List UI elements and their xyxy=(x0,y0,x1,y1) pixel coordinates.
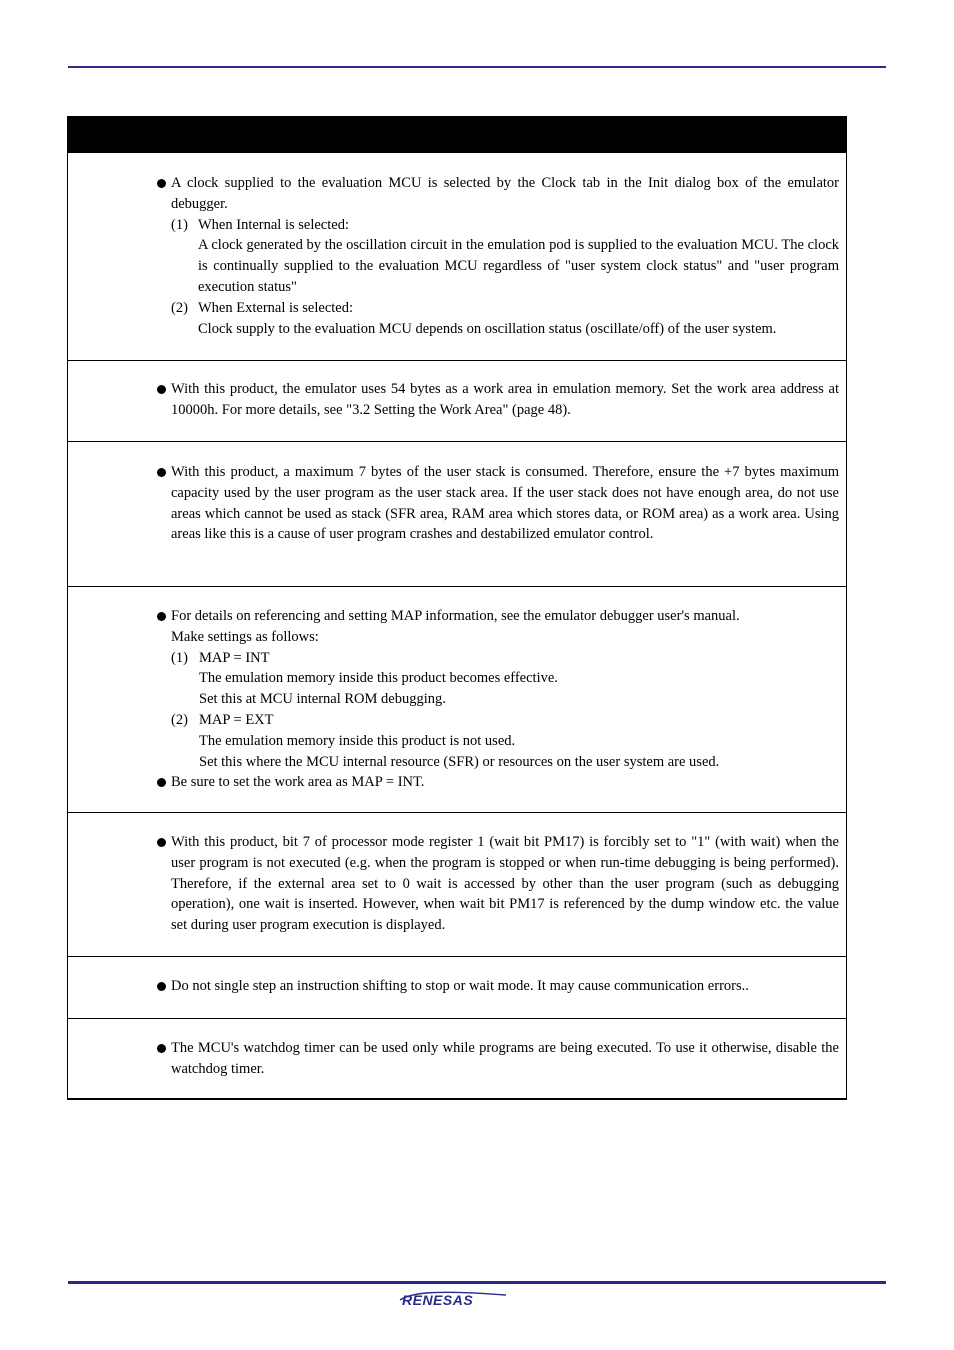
note-row-wait xyxy=(68,812,846,956)
bullet-icon xyxy=(157,1044,166,1053)
list-item-body: Set this at MCU internal ROM debugging. xyxy=(199,691,446,708)
list-item: With this product, a maximum 7 bytes of the user stack is consumed. Therefore, ensure the +7 bytes maximum capacity used by the user program as the user stack area. If the user stack does not have enough area, do not use areas which cannot be used as stack (SFR area, RAM area which stores data, or ROM area) as a work area. Using areas like this is a cause of user program crashes and destabilized emulator control. xyxy=(171,462,839,545)
list-item: Do not single step an instruction shifting to stop or wait mode. It may cause communication errors.. xyxy=(171,976,839,997)
bullet-icon xyxy=(157,838,166,847)
note-row-stack xyxy=(68,441,846,586)
note-row-work-area xyxy=(68,360,846,441)
table-header-bar xyxy=(68,117,846,152)
note-row-stop-mode xyxy=(68,956,846,1018)
notes-table xyxy=(67,116,847,1100)
note-row-watchdog xyxy=(68,1018,846,1098)
list-item: With this product, the emulator uses 54 bytes as a work area in emulation memory. Set the work area address at 10000h. For more details, see "3.2 Setting the Work Area" (page 48). xyxy=(171,379,839,421)
bullet-icon xyxy=(157,612,166,621)
list-item: The MCU's watchdog timer can be used only while programs are being executed. To use it otherwise, disable the watchdog timer. xyxy=(171,1038,839,1080)
list-item: Be sure to set the work area as MAP = INT. xyxy=(171,772,839,793)
header-rule xyxy=(68,66,886,68)
list-item-body: The emulation memory inside this product becomes effective. xyxy=(199,670,558,687)
bullet-icon xyxy=(157,179,166,188)
bullet-icon xyxy=(157,385,166,394)
renesas-logo xyxy=(398,1286,510,1308)
list-item-body: Set this where the MCU internal resource (SFR) or resources on the user system are used. xyxy=(199,753,720,770)
logo-text: RENESAS xyxy=(402,1292,474,1308)
list-item: A clock supplied to the evaluation MCU is selected by the Clock tab in the Init dialog box of the emulator debugger. xyxy=(171,173,839,215)
list-item: With this product, bit 7 of processor mode register 1 (wait bit PM17) is forcibly set to "1" (with wait) when the user program is not executed (e.g. when the program is stopped or when run-time debugging is being performed). Therefore, if the external area set to 0 wait is accessed by other than the user program (such as debugging operation), one wait is inserted. However, when wait bit PM17 is referenced by the dump window etc. the value set during user program execution is displayed. xyxy=(171,832,839,936)
bullet-icon xyxy=(157,982,166,991)
sub-text: Make settings as follows: xyxy=(171,628,319,645)
footer-rule xyxy=(68,1281,886,1284)
bullet-icon xyxy=(157,778,166,787)
list-item-body: A clock generated by the oscillation circuit in the emulation pod is supplied to the evaluation MCU. The clock is continually supplied to the evaluation MCU regardless of "user system clock status" and "user program execution status" xyxy=(198,237,839,295)
list-item: For details on referencing and setting MAP information, see the emulator debugger user's manual. xyxy=(171,606,839,627)
bullet-icon xyxy=(157,468,166,477)
list-item-body: Clock supply to the evaluation MCU depends on oscillation status (oscillate/off) of the user system. xyxy=(198,320,777,337)
note-row-map xyxy=(68,586,846,812)
list-item: (2) When External is selected: xyxy=(171,299,354,316)
list-item: (1) MAP = INT xyxy=(171,649,270,666)
list-item: (2) MAP = EXT xyxy=(171,711,274,728)
list-item: (1) When Internal is selected: xyxy=(171,216,349,233)
list-item-body: The emulation memory inside this product is not used. xyxy=(199,732,516,749)
note-row-clock xyxy=(68,152,846,360)
